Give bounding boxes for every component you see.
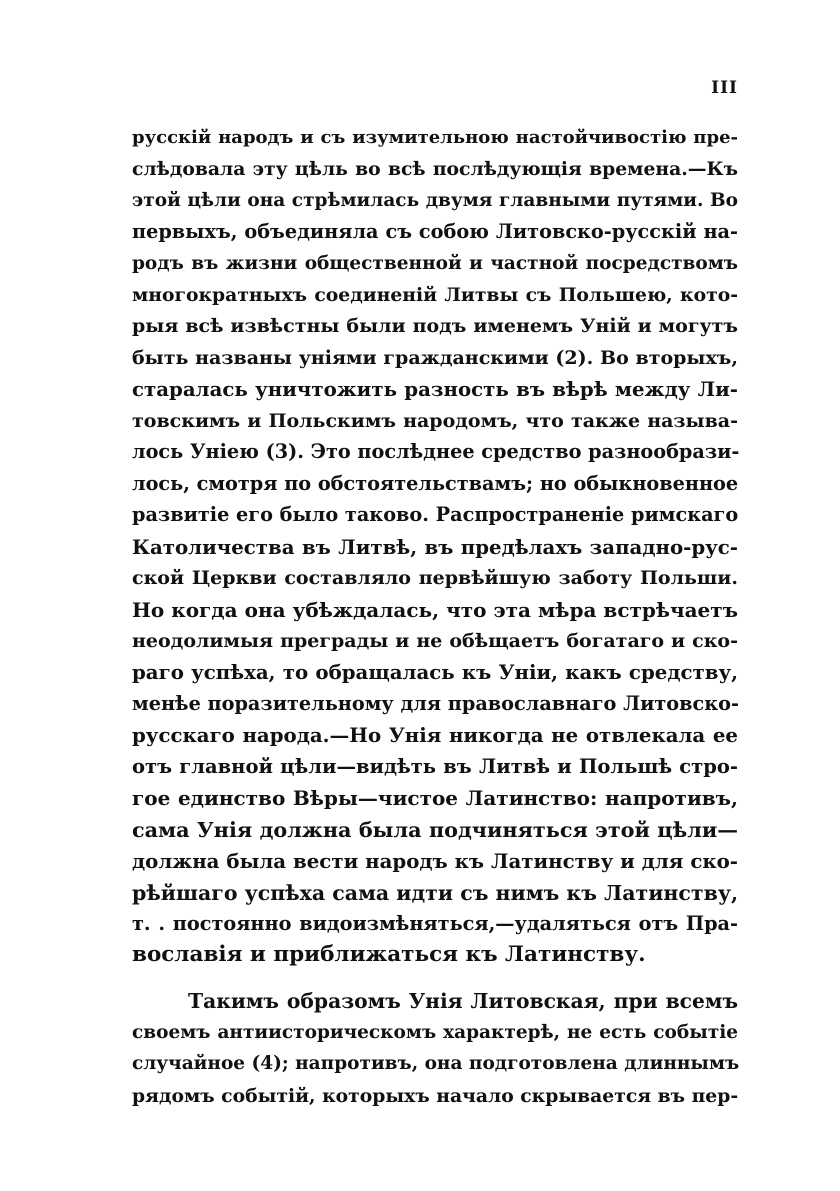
text-line: лось, смотря по обстоятельствамъ; но обыкновенное (132, 472, 739, 495)
text-line: слѣдовала эту цѣль во всѣ послѣдующія времена.—Къ (132, 158, 738, 180)
text-line: должна была вести народъ къ Латинству и для ско- (132, 849, 738, 873)
text-line: гое единство Вѣры—чистое Латинство: напротивъ, (132, 786, 738, 810)
text-line: лось Уніею (3). Это послѣднее средство разнообрази- (132, 440, 740, 463)
text-line: родъ въ жизни общественной и частной посредствомъ (132, 253, 738, 274)
text-line: Католичества въ Литвѣ, въ предѣлахъ западно-рус- (132, 535, 738, 559)
text-line: менѣе поразительному для православнаго Литовско- (132, 692, 739, 715)
page-number: III (711, 78, 738, 98)
text-line: старалась уничтожить разность въ вѣрѣ между Ли- (132, 377, 738, 401)
text-line: рядомъ событій, которыхъ начало скрывается въ пер- (132, 1085, 739, 1107)
text-line: товскимъ и Польскимъ народомъ, что также называ- (132, 410, 738, 432)
text-line: развитіе его было таково. Распространеніе римскаго (132, 503, 739, 526)
text-line: многократныхъ соединеній Литвы съ Польшею, кото- (132, 284, 738, 306)
text-line: случайное (4); напротивъ, она подготовлена длиннымъ (132, 1053, 740, 1074)
text-line: рыя всѣ извѣстны были подъ именемъ Уній и могутъ (132, 315, 738, 337)
text-line: раго успѣха, то обращалась къ Уніи, какъ средству, (132, 660, 738, 684)
text-line: ской Церкви составляло первѣйшую заботу Польши. (132, 567, 738, 589)
text-line: Но когда она убѣждалась, что эта мѣра встрѣчаетъ (132, 598, 738, 622)
text-line: быть названы уніями гражданскими (2). Во вторыхъ, (132, 347, 738, 369)
text-line: этой цѣли она стрѣмилась двумя главными путями. Во (132, 190, 738, 211)
paragraph-end-line: вославія и приближаться къ Латинству. (132, 942, 646, 967)
text-line: т. . постоянно видоизмѣняться,—удаляться отъ Пра- (132, 912, 738, 935)
text-line: сама Унія должна была подчиняться этой цѣли— (132, 818, 738, 842)
text-line: рѣйшаго успѣха сама идти съ нимъ къ Латинству, (132, 881, 739, 905)
text-line: своемъ антиисторическомъ характерѣ, не есть событіе (132, 1022, 738, 1043)
text-line: отъ главной цѣли—видѣть въ Литвѣ и Польшѣ стро- (132, 755, 738, 778)
text-line: первыхъ, объединяла съ собою Литовско-русскій на- (132, 220, 738, 243)
text-line: неодолимыя преграды и не обѣщаетъ богатаго и ско- (132, 630, 738, 652)
text-line: русскій народъ и съ изумительною настойчивостію пре- (132, 127, 738, 148)
text-line: русскаго народа.—Но Унія никогда не отвлекала ее (132, 723, 738, 747)
paragraph-start-line: Такимъ образомъ Унія Литовская, при всемъ (188, 989, 738, 1013)
